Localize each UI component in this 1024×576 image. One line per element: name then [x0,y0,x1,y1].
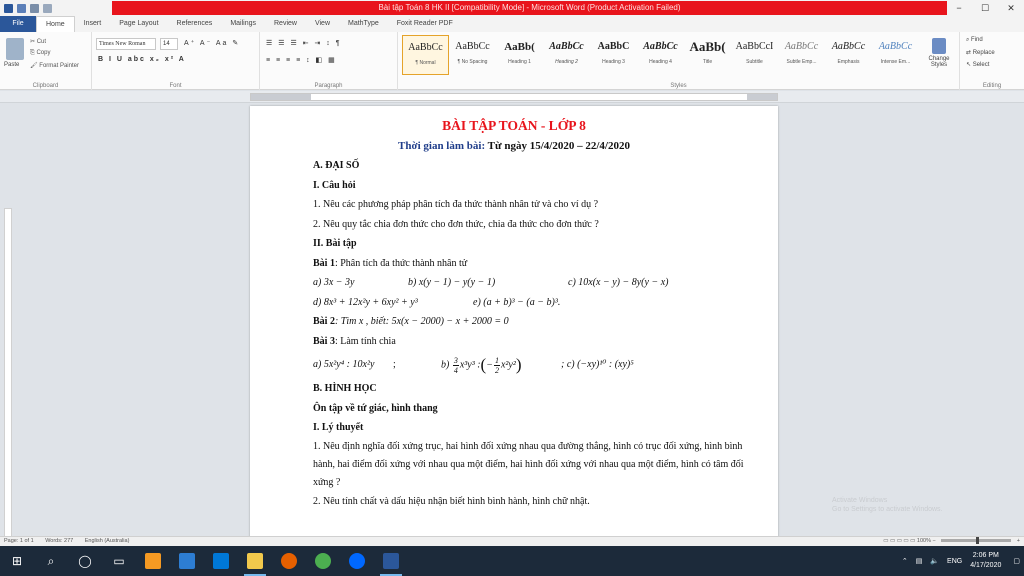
exercise-3-row [313,351,753,379]
style-normal[interactable] [402,35,449,75]
system-tray [898,546,1024,576]
exercise-3-label: Bài 3 [313,335,335,347]
ruler-left-margin[interactable] [251,94,311,100]
horizontal-ruler[interactable] [0,91,1024,103]
style-name: Heading 4 [649,59,672,65]
tab-page-layout[interactable]: Page Layout [119,20,159,27]
clipboard-group [0,32,92,90]
cortana-icon: ◯ [78,554,92,568]
paste-icon[interactable] [6,38,24,60]
style-name: Title [702,59,713,65]
font-group-label: Font [169,83,182,89]
format-painter-label: Format Painter [39,63,79,69]
question-1: 1. Nêu các phương pháp phân tích đa thức thành nhân tử và cho ví dụ ? [313,199,599,210]
right-paren-glyph: ) [515,355,522,374]
style-heading-3[interactable] [590,35,637,75]
mail-icon [179,553,195,569]
word-icon [383,553,399,569]
vertical-ruler[interactable] [4,208,12,536]
style-preview: AaBbCc [549,41,584,52]
style-subtitle[interactable] [731,35,778,75]
exercise-3-b-suffix: x²y² [500,359,516,371]
style-heading-4[interactable] [637,35,684,75]
minimize-button[interactable]: − [956,3,962,13]
style-name: ¶ Normal [415,60,436,66]
cortana-button[interactable] [68,546,102,576]
paragraph-group-label: Paragraph [314,83,343,89]
tab-view[interactable]: View [314,20,330,27]
tab-mathtype[interactable]: MathType [348,20,379,27]
tab-file[interactable]: File [0,16,36,32]
search-icon: ⌕ [47,553,55,568]
theory-heading: I. Lý thuyết [313,422,364,433]
format-painter-button[interactable]: 🖌 Format Painter [30,63,79,69]
style-preview: AaBbC [597,41,630,52]
taskbar-app-word[interactable] [374,546,408,576]
exercise-3-b-prefix: b) [441,359,450,371]
fraction-numerator: 3 [453,355,458,365]
subtitle-date-range: Từ ngày 15/4/2020 – 22/4/2020 [487,140,630,152]
exercise-2-label: Bài 2 [313,316,335,327]
ribbon-tabs [0,16,1024,32]
theory-question-1: 1. Nêu định nghĩa đối xứng trục, hai hình đối xứng nhau qua đường thẳng, hình có trục đối xứng, hình bình hành, hai điểm đối xứng với nhau qua một điểm, hai hình đối xứng với nhau qua một điểm, hình có tâm đối xứng ? [313,440,744,488]
clock-date: 4/17/2020 [970,562,1002,569]
replace-icon: ⇄ [966,50,972,56]
windows-taskbar [0,546,1024,576]
exercise-1-row-2 [313,293,753,313]
zoom-out-icon[interactable]: − [932,538,936,544]
exercise-3-separator: ; [393,359,396,371]
change-styles-button[interactable] [924,38,954,68]
editing-group [960,32,1024,90]
replace-button[interactable] [966,49,995,56]
folder-icon [247,553,263,569]
zoom-slider-thumb[interactable] [976,537,979,544]
fraction-denominator: 2 [494,365,499,375]
zoom-in-icon[interactable]: + [1016,538,1020,544]
copy-button[interactable]: ⎘ Copy [30,50,51,56]
taskbar-app-firefox[interactable] [272,546,306,576]
styles-group-label: Styles [670,83,687,89]
ruler-track [250,93,778,101]
fraction-one-half [494,356,500,375]
style-intense-emphasis[interactable] [872,35,919,75]
style-heading-1[interactable] [496,35,543,75]
taskbar-app-mail[interactable] [170,546,204,576]
redo-icon[interactable] [43,4,52,13]
activate-windows-watermark [832,496,982,514]
theory-question-2: 2. Nêu tính chất và dấu hiệu nhận biết hình bình hành, hình chữ nhật. [313,495,590,507]
document-body[interactable] [313,116,753,511]
select-button[interactable] [966,61,989,68]
firefox-icon [281,553,297,569]
fraction-three-quarters [453,356,459,375]
font-name-select[interactable]: Times New Roman [96,38,156,50]
volume-icon[interactable]: 🔈 [930,558,940,565]
part-heading-questions: I. Câu hỏi [313,179,356,191]
exercise-3-text: : Làm tính chia [334,335,396,347]
question-2: 2. Nêu quy tắc chia đơn thức cho đơn thức, chia đa thức cho đơn thức ? [313,218,599,230]
task-view-button[interactable] [102,546,136,576]
style-preview: AaBbCc [878,41,913,52]
change-styles-icon [932,38,946,54]
copy-label: Copy [36,50,51,56]
document-area[interactable] [0,104,1024,536]
taskbar-app-paint[interactable] [136,546,170,576]
paragraph-group [260,32,398,90]
exercise-1-heading [313,254,753,274]
styles-group [398,32,960,90]
quick-access-toolbar [0,4,112,13]
style-preview: AaBbCcI [735,41,774,52]
style-preview: AaBbCc [831,41,866,52]
document-title: BÀI TẬP TOÁN - LỚP 8 [442,118,586,133]
taskbar-app-zalo[interactable] [340,546,374,576]
search-button[interactable] [34,546,68,576]
style-name: Intense Em... [880,59,911,65]
taskbar-app-file-explorer[interactable] [238,546,272,576]
document-subtitle [250,136,778,156]
find-button[interactable] [966,37,983,44]
window-title: Bài tập Toán 8 HK II [Compatibility Mode] - Microsoft Word (Product Activation Failed) [112,1,947,15]
style-no-spacing[interactable] [449,35,496,75]
watermark-line-2: Go to Settings to activate Windows. [832,506,943,513]
cut-button[interactable]: ✂ Cut [30,39,47,45]
exercise-1-d: d) 8x³ + 12x²y + 6xy² + y³ [313,296,418,308]
style-heading-2[interactable] [543,35,590,75]
select-label: Select [972,62,990,68]
document-page[interactable] [250,106,778,536]
undo-icon[interactable] [30,4,39,13]
exercise-1-row-1 [313,273,753,293]
paint-icon [145,553,161,569]
font-size-tools[interactable]: A⁺ A⁻ Aa ✎ [184,40,241,47]
style-name: Subtitle [746,59,763,65]
tab-mailings[interactable]: Mailings [230,20,256,27]
style-preview: AaBbCc [455,41,490,52]
zalo-icon [349,553,365,569]
style-name: Heading 2 [555,59,578,65]
network-icon[interactable]: ▤ [915,558,923,565]
taskbar-app-chrome[interactable] [306,546,340,576]
font-size-select[interactable]: 14 [160,38,178,50]
exercise-1-text: : Phân tích đa thức thành nhân tử [334,257,468,269]
part-heading-exercises: II. Bài tập [313,238,357,249]
style-name: Emphasis [837,59,860,65]
find-label: Find [971,37,983,43]
exercise-3-b: b) $\frac{3}{4}$ x³y³ :(− $\frac{1}{2}$ x²y²) [441,355,522,375]
paragraph-list-tools[interactable]: ☰ ☰ ☰ ⇤ ⇥ ↕ ¶ [266,40,342,47]
exercise-2 [313,312,753,332]
cut-label: Cut [36,39,47,45]
style-preview: AaBbCc [643,41,678,52]
exercise-1-e: e) (a + b)³ − (a − b)³. [473,296,561,308]
style-preview: AaBbCc [784,41,819,52]
chrome-icon [315,553,331,569]
exercise-1-label: Bài 1 [313,257,335,269]
select-icon: ↖ [966,62,972,68]
notification-icon[interactable]: ▢ [1013,558,1020,565]
find-icon: ⌕ [966,37,970,43]
style-preview: AaBb( [504,41,535,53]
view-buttons[interactable]: ▭ ▭ ▭ ▭ ▭ [883,538,916,544]
exercise-3-a: a) 5x²y⁴ : 10x²y [313,359,375,371]
window-controls [946,0,1024,16]
font-group [92,32,260,90]
paragraph-align-tools[interactable]: ≡ ≡ ≡ ≡ ↕ ◧ ▦ [266,57,337,64]
style-name: Heading 3 [602,59,625,65]
zoom-level[interactable]: 100% [916,538,931,544]
style-preview: AaBb( [689,39,726,54]
exercise-2-text: : Tìm x , biết: 5x(x − 2000) − x + 2000 = 0 [334,316,509,327]
tab-references[interactable]: References [176,20,213,27]
replace-label: Replace [972,50,995,56]
word-count[interactable]: Words: 277 [45,538,74,544]
styles-gallery [402,35,919,75]
watermark-line-1: Activate Windows [832,497,888,504]
start-button[interactable] [0,546,34,576]
edge-icon [213,553,229,569]
windows-start-icon: ⊞ [11,554,23,568]
exercise-1-b: b) x(y − 1) − y(y − 1) [408,277,496,288]
word-icon[interactable] [4,4,13,13]
style-emphasis[interactable] [825,35,872,75]
tab-home[interactable]: Home [36,16,75,32]
clock-time: 2:06 PM [972,552,999,559]
close-button[interactable]: ✕ [1007,3,1015,13]
left-paren-glyph: ( [480,355,487,374]
tab-insert[interactable]: Insert [83,20,102,27]
fraction-numerator: 1 [494,355,499,365]
save-icon[interactable] [17,4,26,13]
exercise-3-heading [313,332,753,352]
exercise-1-a: a) 3x − 3y [313,277,355,288]
subtitle-label: Thời gian làm bài: [398,140,488,152]
style-title[interactable] [684,35,731,75]
exercise-3-c: ; c) (−xy)¹⁰ : (xy)⁵ [561,359,634,371]
style-name: Subtle Emp... [786,59,817,65]
tab-foxit-reader-pdf[interactable]: Foxit Reader PDF [396,20,453,27]
change-styles-label: Change Styles [928,56,950,68]
page-count[interactable]: Page: 1 of 1 [4,538,34,544]
style-name: Heading 1 [508,59,531,65]
fraction-denominator: 4 [453,365,458,375]
style-subtle-emphasis[interactable] [778,35,825,75]
taskbar-clock[interactable] [970,551,1001,571]
review-heading: Ôn tập về tứ giác, hình thang [313,402,438,414]
title-bar [0,0,1024,16]
editing-group-label: Editing [982,83,1002,89]
style-name: ¶ No Spacing [457,59,488,65]
section-heading-geometry: B. HÌNH HỌC [313,383,377,394]
ribbon [0,32,1024,90]
task-view-icon: ▭ [113,554,125,568]
chevron-up-icon[interactable]: ⌃ [901,558,908,565]
zoom-slider[interactable] [941,539,1011,542]
ruler-right-margin[interactable] [747,94,777,100]
clipboard-group-label: Clipboard [32,83,59,89]
exercise-1-c: c) 10x(x − y) − 8y(y − x) [568,277,669,288]
tab-review[interactable]: Review [274,20,297,27]
style-preview: AaBbCc [408,42,443,53]
section-heading-algebra: A. ĐẠI SỐ [313,160,360,171]
exercise-3-b-middle: x³y³ : [459,359,481,371]
language-indicator[interactable]: English (Australia) [84,538,130,544]
maximize-button[interactable]: ☐ [980,3,990,13]
paste-button[interactable]: Paste [4,62,20,68]
font-format-tools[interactable]: B I U abc x₂ x² A [98,56,186,63]
language-indicator-tray[interactable]: ENG [947,557,963,565]
status-bar [0,536,1024,546]
taskbar-app-edge[interactable] [204,546,238,576]
